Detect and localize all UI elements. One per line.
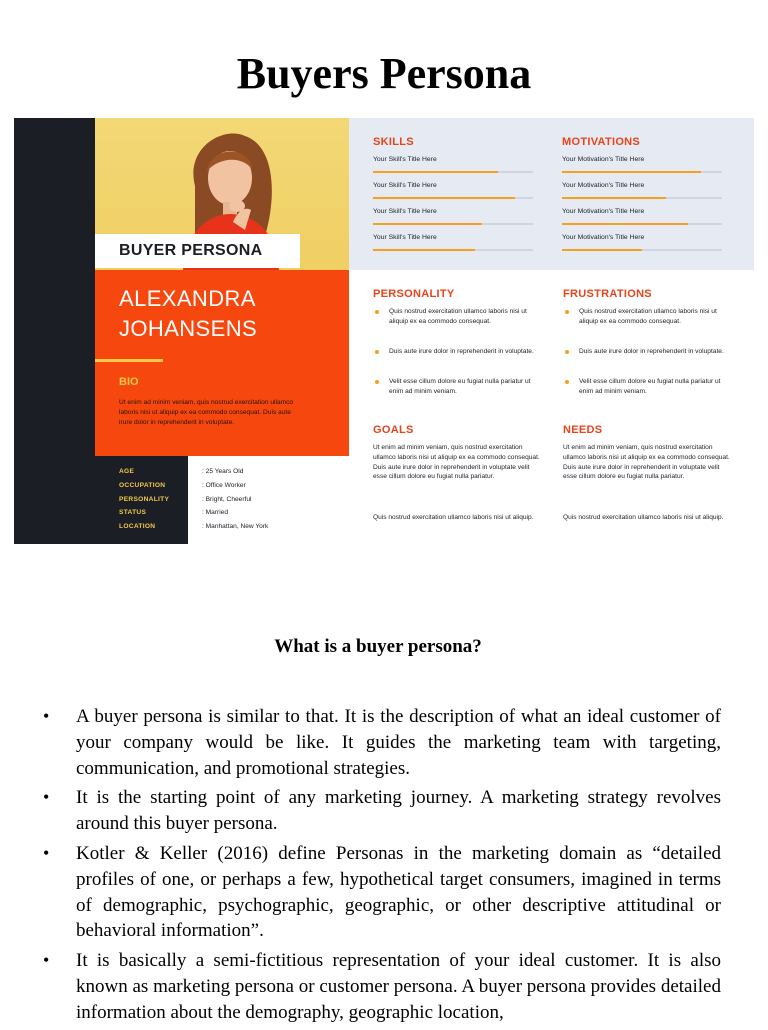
list-item (0, 948, 721, 1025)
bullet-dot (565, 380, 569, 384)
list-item-text: A buyer persona is similar to that. It is the description of what an ideal customer of your company would be like. It guides the marketing team with targeting, communication, and promotional strategies. (76, 706, 721, 779)
list-item-text: It is basically a semi-fictitious representation of your ideal customer. It is also known as marketing persona or customer persona. A buyer persona provides detailed information about the demography, geographic location, (76, 950, 721, 1023)
skill-bar-fill (373, 171, 498, 173)
buyer-persona-card (14, 118, 754, 544)
bullet-dot (375, 380, 379, 384)
skill-bar (373, 197, 533, 199)
skills-motivations-panel (349, 118, 754, 270)
buyer-persona-label (95, 234, 300, 268)
list-item (0, 785, 721, 837)
goals-paragraph-2: Quis nostrud exercitation ullamco laboris nisi ut aliquip. (373, 514, 534, 521)
document-title: Buyers Persona (236, 49, 532, 98)
skill-label: Your Skill's Title Here (373, 182, 437, 189)
motivation-bar-fill (562, 197, 666, 199)
bullet-icon: • (43, 706, 50, 726)
list-item (0, 704, 721, 781)
motivation-label: Your Motivation's Title Here (562, 156, 645, 163)
motivation-bar-fill (562, 223, 688, 225)
info-key-occupation: OCCUPATION (119, 482, 166, 489)
list-item-text: Kotler & Keller (2016) define Personas in the marketing domain as “detailed profiles of one, or perhaps a few, hypothetical target consumers, imagined in terms of demographic, psychographic, geographic, or other descriptive attitudinal or behavioral information”. (76, 842, 721, 942)
info-value-personality: : Bright, Cheerful (202, 496, 252, 503)
skill-bar-fill (373, 249, 475, 251)
dark-side-strip (14, 118, 95, 544)
info-key-personality: PERSONALITY (119, 496, 170, 503)
motivation-label: Your Motivation's Title Here (562, 182, 645, 189)
skills-title: SKILLS (373, 136, 414, 148)
personality-item: Quis nostrud exercitation ullamco laboris nisi ut aliquip ex ea commodo consequat. (389, 308, 527, 325)
motivation-bar (562, 171, 722, 173)
skill-bar-fill (373, 197, 515, 199)
list-item-text: It is the starting point of any marketing journey. A marketing strategy revolves around this buyer persona. (76, 787, 721, 835)
bullet-dot (565, 350, 569, 354)
bullet-icon: • (43, 842, 50, 863)
motivation-bar-fill (562, 171, 701, 173)
bullet-dot (375, 350, 379, 354)
needs-paragraph-2: Quis nostrud exercitation ullamco laboris nisi ut aliquip. (563, 514, 724, 521)
bio-text: Ut enim ad minim veniam, quis nostrud exercitation ullamco laboris nisi ut aliquip ex ea commodo consequat. Duis aute irure dolor in reprehenderit in voluptate. (119, 399, 294, 426)
skill-bar (373, 223, 533, 225)
skill-label: Your Skill's Title Here (373, 208, 437, 215)
frustrations-item: Quis nostrud exercitation ullamco laboris nisi ut aliquip ex ea commodo consequat. (579, 308, 717, 325)
skill-bar (373, 171, 533, 173)
bullet-icon: • (43, 950, 50, 971)
needs-title: NEEDS (563, 424, 603, 436)
list-item (0, 841, 721, 944)
info-value-location: : Manhattan, New York (202, 523, 269, 530)
goals-title: GOALS (373, 424, 414, 436)
motivation-label: Your Motivation's Title Here (562, 234, 645, 241)
bio-title: BIO (119, 376, 139, 388)
bullet-icon: • (43, 787, 50, 808)
persona-first-name: ALEXANDRA (119, 286, 256, 311)
personality-item: Velit esse cillum dolore eu fugiat nulla pariatur ut enim ad minim veniam. (389, 378, 531, 395)
bullet-list (0, 704, 768, 1030)
info-value-occupation: : Office Worker (202, 482, 246, 489)
info-key-location: LOCATION (119, 523, 156, 530)
motivations-title: MOTIVATIONS (562, 136, 641, 148)
name-divider (95, 359, 163, 362)
frustrations-item: Velit esse cillum dolore eu fugiat nulla pariatur ut enim ad minim veniam. (579, 378, 721, 395)
motivation-bar (562, 223, 722, 225)
info-key-age: AGE (119, 468, 135, 475)
skill-bar (373, 249, 533, 251)
buyer-persona-label-text: BUYER PERSONA (119, 242, 263, 259)
motivation-bar (562, 249, 722, 251)
info-key-status: STATUS (119, 509, 147, 516)
bullet-dot (375, 310, 379, 314)
skill-label: Your Skill's Title Here (373, 234, 437, 241)
frustrations-title: FRUSTRATIONS (563, 288, 652, 300)
skill-bar-fill (373, 223, 482, 225)
motivation-bar (562, 197, 722, 199)
name-bio-panel (95, 270, 349, 456)
section-heading: What is a buyer persona? (274, 636, 482, 657)
bullet-dot (565, 310, 569, 314)
motivation-label: Your Motivation's Title Here (562, 208, 645, 215)
personality-item: Duis aute irure dolor in reprehenderit in voluptate. (389, 348, 534, 355)
info-value-status: : Married (202, 509, 229, 516)
needs-paragraph: Ut enim ad minim veniam, quis nostrud exercitation ullamco laboris nisi ut aliquip ex ea commodo consequat. Duis aute irure dolor in reprehenderit in voluptate velit esse cillum dolore eu fugiat nulla pariatur. (563, 444, 730, 481)
skill-label: Your Skill's Title Here (373, 156, 437, 163)
persona-last-name: JOHANSENS (119, 316, 258, 341)
goals-paragraph: Ut enim ad minim veniam, quis nostrud exercitation ullamco laboris nisi ut aliquip ex ea commodo consequat. Duis aute irure dolor in reprehenderit in voluptate velit esse cillum dolore eu fugiat nulla pariatur. (373, 444, 540, 481)
personality-title: PERSONALITY (373, 288, 455, 300)
info-value-age: : 25 Years Old (202, 468, 244, 475)
motivation-bar-fill (562, 249, 642, 251)
frustrations-item: Duis aute irure dolor in reprehenderit in voluptate. (579, 348, 724, 355)
